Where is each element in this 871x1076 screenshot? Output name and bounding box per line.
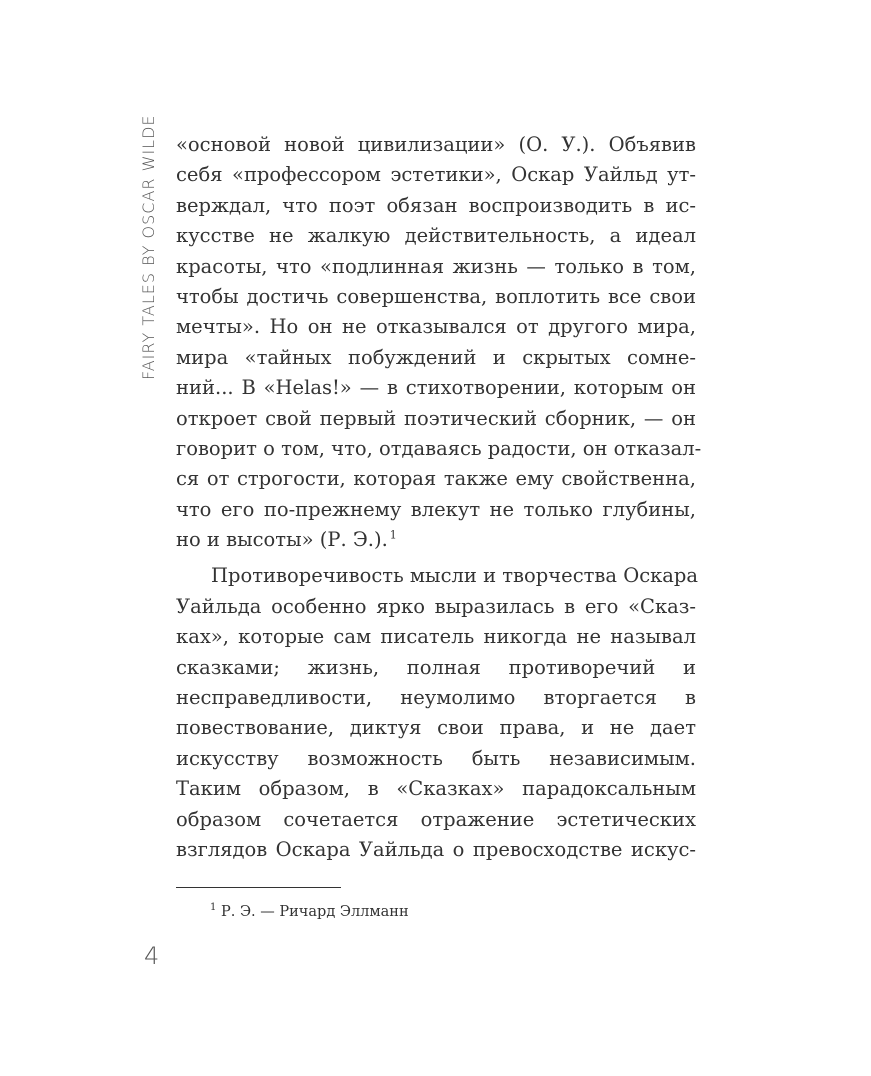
footnote: [210, 902, 409, 920]
text-line: [176, 561, 699, 591]
text-line: ках», которые сам писатель никогда не называл: [176, 625, 696, 649]
running-head: FAIRY TALES BY OSCAR WILDE: [139, 114, 158, 380]
paragraph-1: [176, 130, 702, 555]
text-line: кусстве не жалкую действительность, а идеал: [176, 224, 696, 248]
text-line: «основой новой цивилизации» (О. У.). Объявив: [176, 133, 696, 156]
text-line: откроет свой первый поэтический сборник, — он: [176, 406, 696, 430]
text-line: мечты». Но он не отказывался от другого мира,: [176, 315, 696, 339]
footnote-number: 1: [210, 902, 217, 913]
text-line: сказками; жизнь, полная противоречий и: [176, 655, 696, 679]
footnote-divider: [176, 887, 341, 888]
text-line: Уайльда особенно ярко выразилась в его «Сказ-: [176, 594, 696, 618]
text-line: повествование, диктуя свои права, и не дает: [176, 716, 696, 740]
text-line: красоты, что «подлинная жизнь — только в том,: [176, 254, 696, 278]
footnote-text: Р. Э. — Ричард Эллманн: [220, 903, 409, 920]
page-number: 4: [144, 942, 160, 970]
text-line: искусству возможность быть независимым.: [176, 746, 696, 770]
text-line: Таким образом, в «Сказках» парадоксальным: [176, 777, 696, 801]
footnote-reference[interactable]: 1: [389, 528, 397, 542]
text-line: себя «профессором эстетики», Оскар Уайльд ут-: [176, 163, 696, 187]
text-line: образом сочетается отражение эстетических: [176, 807, 696, 831]
text-line: несправедливости, неумолимо вторгается в: [176, 686, 696, 710]
text-line-content: но и высоты» (Р. Э.).: [176, 528, 388, 552]
body-text: [176, 130, 702, 865]
paragraph-2: [176, 561, 699, 865]
text-line: ся от строгости, которая также ему свойственна,: [176, 467, 696, 491]
text-line: чтобы достичь совершенства, воплотить все свои: [176, 284, 696, 308]
text-line: говорит о том, что, отдаваясь радости, он отказал-: [176, 436, 702, 460]
text-line-last: [176, 525, 696, 555]
text-line: что его по-прежнему влекут не только глубины,: [176, 497, 696, 521]
text-line: ний... В «Helas!» — в стихотворении, которым он: [176, 376, 696, 400]
text-line-content: Противоречивость мысли и творчества Оскара: [211, 564, 699, 588]
text-line: мира «тайных побуждений и скрытых сомне-: [176, 345, 696, 369]
text-line: верждал, что поэт обязан воспроизводить в ис-: [176, 193, 696, 217]
text-line: взглядов Оскара Уайльда о превосходстве искус-: [176, 837, 696, 861]
